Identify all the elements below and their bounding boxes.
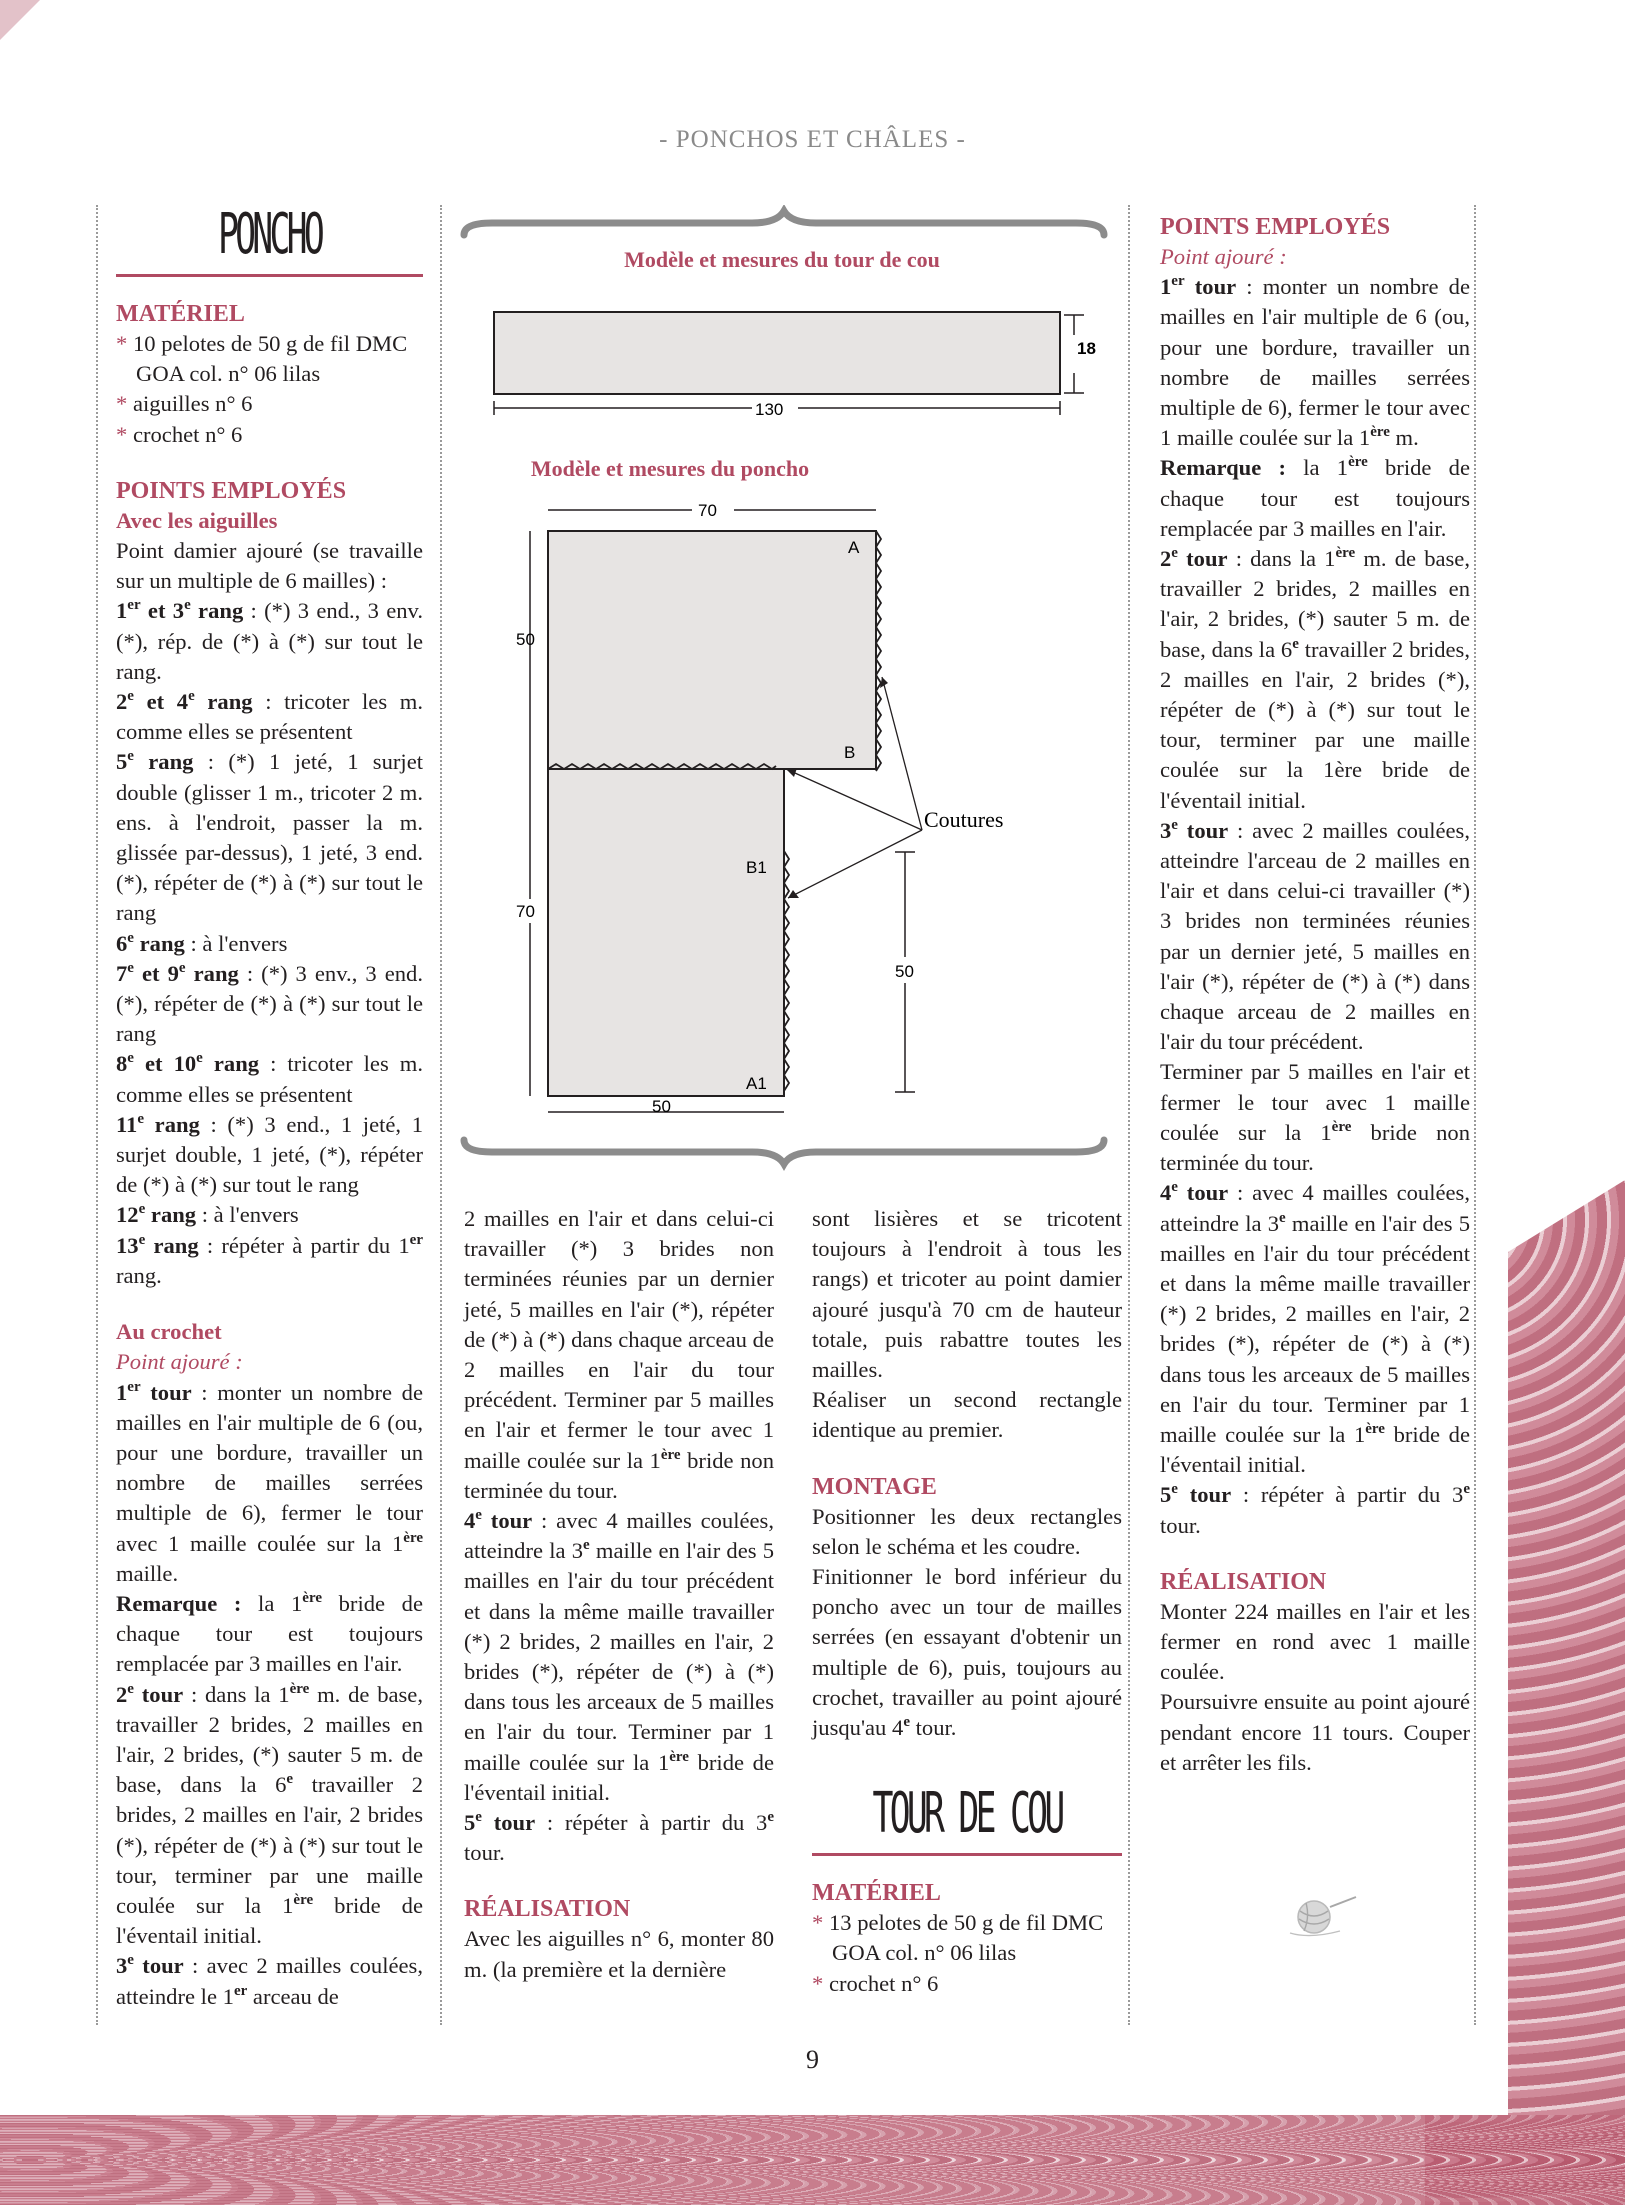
tour-de-cou-title: TOUR DE COU — [872, 1781, 1062, 1847]
row-instruction: 2e et 4e rang : tricoter les m. comme elles se présentent — [116, 688, 423, 745]
column-rule — [1474, 205, 1476, 2025]
round-instruction: 5e tour : répéter à partir du 3e tour. — [1160, 1481, 1470, 1538]
round-instruction: 1er tour : monter un nombre de mailles en l'air multiple de 6 (ou, pour une bordure, travailler un nombre de mailles serrées multiple de 6), fermer le tour avec 1 maille coulée sur la 1ère maille. — [116, 1378, 423, 1586]
points-heading: POINTS EMPLOYÉS — [116, 477, 347, 504]
materiel-item: * 13 pelotes de 50 g de fil DMC GOA col. n° 06 lilas — [812, 1910, 1104, 1966]
pattern-schematic — [452, 205, 1117, 1175]
paragraph: Terminer par 5 mailles en l'air et fermer le tour avec 1 maille coulée sur la 1ère bride non terminée du tour. — [1160, 1059, 1470, 1176]
paragraph: sont lisières et se tricotent toujours à l'endroit à tous les rangs) et tricoter au point damier ajouré jusqu'à 70 cm de hauteur totale, puis rabattre toutes les mailles. — [812, 1206, 1122, 1383]
column-3 — [812, 1204, 1122, 1999]
round-instruction: 2e tour : dans la 1ère m. de base, travailler 2 brides, 2 mailles en l'air, 2 brides, (*) sauter 5 m. de base, dans la 6e travailler 2 brides, 2 mailles en l'air, 2 brides (*), répéter de (*) à (*) sur tout le tour, terminer par une maille coulée sur la 1ère bride de l'éventail initial. — [1160, 545, 1470, 813]
remark: Remarque : la 1ère bride de chaque tour est toujours remplacée par 3 mailles en l'air. — [1160, 454, 1470, 541]
materiel-item: * 10 pelotes de 50 g de fil DMC GOA col. n° 06 lilas — [116, 331, 408, 387]
corner-label-a1: A1 — [746, 1074, 767, 1093]
materiel-item: * aiguilles n° 6 — [116, 391, 253, 417]
ajoure-heading: Point ajouré : — [1160, 244, 1287, 269]
poncho-bottom-panel — [548, 769, 784, 1096]
dim-70-top-label: 70 — [698, 501, 717, 520]
row-instruction: 13e rang : répéter à partir du 1er rang. — [116, 1231, 423, 1288]
paragraph: Positionner les deux rectangles selon le schéma et les coudre. — [812, 1503, 1122, 1559]
row-instruction: 11e rang : (*) 3 end., 1 jeté, 1 surjet double, 1 jeté, (*), répéter de (*) à (*) sur tout le rang — [116, 1110, 423, 1198]
round-instruction: 3e tour : avec 2 mailles coulées, atteindre l'arceau de 2 mailles en l'air et dans celui-ci travailler (*) 3 brides non terminées réunies par un dernier jeté, 5 mailles en l'air (*), répéter de (*) à (*) dans chaque arceau de 2 mailles en l'air du tour précédent. — [1160, 816, 1470, 1055]
dim-50-bottom-label: 50 — [652, 1097, 671, 1116]
materiel-item: * crochet n° 6 — [812, 1970, 939, 1996]
row-instruction: 5e rang : (*) 1 jeté, 1 surjet double (glisser 1 m., tricoter 2 m. ens. à l'endroit, passer la m. glissée par-dessus), 1 jeté, 3 end. (*), répéter de (*) à (*) sur tout le rang — [116, 748, 423, 926]
realisation-heading: RÉALISATION — [464, 1896, 631, 1923]
dim-70-left-label: 70 — [516, 902, 535, 921]
dim-50-right-label: 50 — [895, 962, 914, 981]
crochet-heading: Au crochet — [116, 1319, 222, 1345]
round-instruction: 1er tour : monter un nombre de mailles en l'air multiple de 6 (ou, pour une bordure, travailler un nombre de mailles serrées multiple de 6), fermer le tour avec 1 maille coulée sur la 1ère m. — [1160, 273, 1470, 451]
bottom-brace — [464, 1140, 1104, 1164]
montage-heading: MONTAGE — [812, 1473, 937, 1500]
dim-50-left-label: 50 — [516, 630, 535, 649]
row-instruction: 1er et 3e rang : (*) 3 end., 3 env. (*), rép. de (*) à (*) sur tout le rang. — [116, 597, 423, 684]
column-rule — [96, 205, 98, 2025]
paragraph: Finitionner le bord inférieur du poncho avec un tour de mailles serrées (en essayant d'obtenir un multiple de 6), puis, toujours au crochet, travailler au point ajouré jusqu'au 4e tour. — [812, 1564, 1122, 1741]
dim-18-label: 18 — [1077, 339, 1096, 358]
page-number: 9 — [806, 2045, 819, 2074]
knit-texture-bottom — [0, 2115, 1625, 2205]
paragraph: Poursuivre ensuite au point ajouré pendant encore 11 tours. Couper et arrêter les fils. — [1160, 1689, 1470, 1775]
realisation-heading: RÉALISATION — [1160, 1568, 1327, 1595]
materiel-heading: MATÉRIEL — [812, 1880, 941, 1907]
figure-title-neck: Modèle et mesures du tour de cou — [624, 247, 940, 272]
column-4 — [1160, 212, 1470, 1778]
paragraph: Réaliser un second rectangle identique au premier. — [812, 1387, 1122, 1443]
column-rule — [1128, 205, 1130, 2025]
aiguilles-heading: Avec les aiguilles — [116, 507, 278, 533]
poncho-top-panel — [548, 531, 876, 769]
paragraph: Avec les aiguilles n° 6, monter 80 m. (la première et la dernière — [464, 1926, 774, 1982]
poncho-title: PONCHO — [217, 202, 322, 267]
materiel-heading: MATÉRIEL — [116, 301, 245, 327]
row-instruction: 8e et 10e rang : tricoter les m. comme elles se présentent — [116, 1050, 423, 1107]
row-instruction: 12e rang : à l'envers — [116, 1201, 299, 1228]
ajoure-heading: Point ajouré : — [116, 1349, 243, 1375]
round-instruction: 4e tour : avec 4 mailles coulées, atteindre la 3e maille en l'air des 5 mailles en l'air du tour précédent et dans la même maille travailler (*) 2 brides, 2 mailles en l'air, 2 brides (*), répéter de (*) à (*) dans tous les arceaux de 5 mailles en l'air du tour. Terminer par 1 maille coulée sur la 1ère bride de l'éventail initial. — [1160, 1179, 1471, 1478]
arrow-line — [788, 830, 922, 898]
running-head: - PONCHOS ET CHÂLES - — [659, 126, 966, 153]
materiel-item: * crochet n° 6 — [116, 421, 243, 447]
row-instruction: 6e rang : à l'envers — [116, 929, 288, 956]
top-brace — [464, 211, 1104, 235]
round-instruction: 5e tour : répéter à partir du 3e tour. — [464, 1809, 774, 1866]
round-instruction: 4e tour : avec 4 mailles coulées, atteindre la 3e maille en l'air des 5 mailles en l'air du tour précédent et dans la même maille travailler (*) 2 brides, 2 mailles en l'air, 2 brides (*), répéter de (*) à (*) dans tous les arceaux de 5 mailles en l'air du tour. Terminer par 1 maille coulée sur la 1ère bride de l'éventail initial. — [464, 1507, 775, 1805]
paragraph: Monter 224 mailles en l'air et les fermer en rond avec 1 maille coulée. — [1160, 1598, 1470, 1685]
yarn-ball-icon — [1280, 1893, 1360, 1943]
arrow-head — [786, 768, 797, 777]
corner-label-b1: B1 — [746, 858, 767, 877]
column-1 — [116, 200, 423, 2012]
paragraph: 2 mailles en l'air et dans celui-ci travailler (*) 3 brides non terminées réunies par un dernier jeté, 5 mailles en l'air (*), répéter de (*) à (*) dans chaque arceau de 2 mailles en l'air du tour précédent. Terminer par 5 mailles en l'air et fermer le tour avec 1 maille coulée sur la 1ère bride non terminée du tour. — [464, 1206, 774, 1503]
remark: Remarque : la 1ère bride de chaque tour est toujours remplacée par 3 mailles en l'air. — [116, 1589, 423, 1677]
corner-label-a: A — [848, 538, 860, 557]
neck-rectangle — [494, 312, 1060, 394]
points-heading: POINTS EMPLOYÉS — [1160, 214, 1391, 240]
dim-130-label: 130 — [755, 400, 784, 419]
row-instruction: 7e et 9e rang : (*) 3 env., 3 end. (*), répéter de (*) à (*) sur tout le rang — [116, 959, 423, 1047]
arrow-line — [882, 677, 922, 830]
column-2 — [464, 1204, 774, 1985]
damier-intro: Point damier ajouré (se travaille sur un multiple de 6 mailles) : — [116, 538, 423, 594]
figure-title-poncho: Modèle et mesures du poncho — [530, 456, 810, 481]
round-instruction: 3e tour : avec 2 mailles coulées, atteindre le 1er arceau de — [116, 1952, 423, 2009]
arrow-line — [786, 769, 922, 830]
corner-label-b: B — [844, 743, 856, 762]
round-instruction: 2e tour : dans la 1ère m. de base, travailler 2 brides, 2 mailles en l'air, 2 brides, (*) sauter 5 m. de base, dans la 6e travailler 2 brides, 2 mailles en l'air, 2 brides (*), répéter de (*) à (*) sur tout le tour, terminer par une maille coulée sur la 1ère bride de l'éventail initial. — [116, 1680, 424, 1949]
coutures-label: Coutures — [924, 807, 1004, 832]
